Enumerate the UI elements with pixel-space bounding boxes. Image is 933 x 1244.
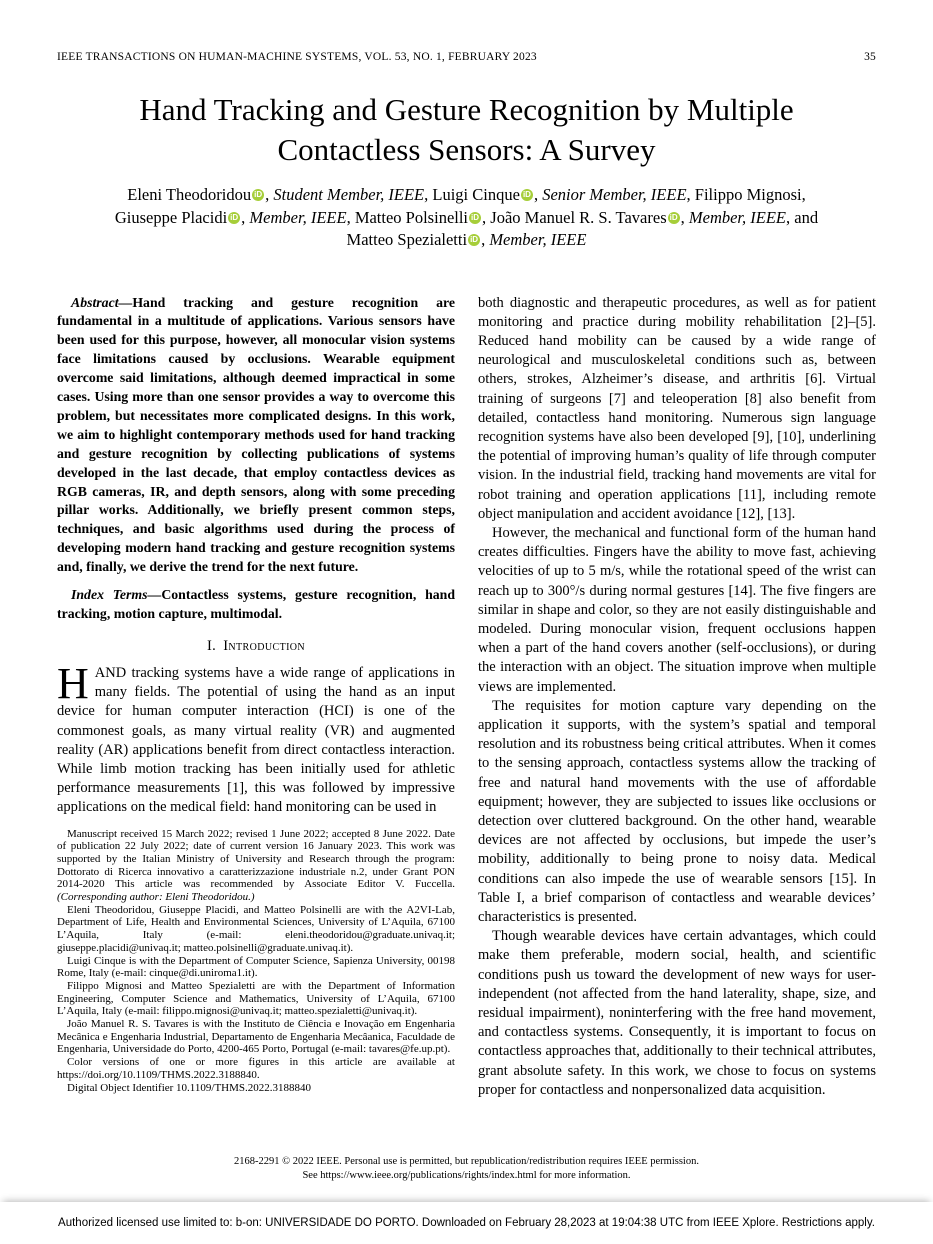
authors-line: Eleni Theodoridou iD , Student Member, IEEE, Luigi Cinque iD , Senior Member, IEEE, Filippo Mignosi, Giuseppe Placidi iD , Member, IEEE, Matteo Polsinelli iD , João Manuel R. S. Tavares iD , Member, IEEE, and Matteo Spezialetti iD , Member, IEEE xyxy=(114,185,819,249)
footnote-doi: Digital Object Identifier 10.1109/THMS.2022.3188840 xyxy=(67,1081,312,1094)
rights-line: See https://www.ieee.org/publications/rights/index.html for more information. xyxy=(302,1169,631,1181)
index-terms-label: Index Terms— xyxy=(71,587,162,603)
authorized-use-bar xyxy=(0,1202,933,1244)
intro-paragraph xyxy=(57,658,455,818)
paper-title-line-2: Contactless Sensors: A Survey xyxy=(277,132,656,167)
abstract-text: Hand tracking and gesture recognition are fundamental in a multitude of applications. Various sensors have been used for this purpose, however, all monocular vision systems face limitations caused by occlusions. Wearable equipment overcome said limitations, although deemed impractical in some cases. Using more than one sensor provides a way to overcome this problem, but necessitates more complicated designs. In this work, we aim to highlight contemporary methods used for hand tracking and gesture recognition by collecting publications of systems developed in the last decade, that employ contactless devices as RGB cameras, IR, and depth sensors, along with some preceding pillar works. Additionally, we briefly present common steps, techniques, and basic algorithms used during the process of developing modern hand tracking and gesture recognition systems and, finally, we derive the trend for the next future. xyxy=(57,294,455,575)
body-paragraph: Though wearable devices have certain advantages, which could make them preferable, modern social, health, and scientific conditions push us toward the development of new ways for user-independent (not affected from the hand laterality, shape, size, and residual impairment), noninterfering with the free hand movement, and contactless systems. Consequently, it is important to focus on contactless approaches that, additionally to their technical attributes, grant absolute safety. In this work, we chose to focus on systems proper for contactless and nonpersonalized data acquisition. xyxy=(478,928,876,1098)
body-paragraph: However, the mechanical and functional form of the human hand creates difficulties. Fingers have the ability to move fast, achieving velocities of up to 5 m/s, while the rotational speed of the wrist can reach up to 300°/s during normal gestures [14]. The five fingers are similar in shape and color, so they are not easily distinguishable and modeled. During monocular vision, frequent occlusions happen when a part of the hand covers another (self-occlusions), or during the interaction with an object. The situation improve when multiple views are implemented. xyxy=(478,524,876,695)
link[interactable]: https://www.ieee.org/publications/rights/index.html xyxy=(320,1169,537,1181)
orcid-icon[interactable]: iD xyxy=(522,190,531,199)
running-header xyxy=(57,50,876,64)
page-footer xyxy=(0,1155,933,1182)
index-terms xyxy=(57,586,455,624)
copyright-line: 2168-2291 © 2022 IEEE. Personal use is permitted, but republication/redistribution requires IEEE permission. xyxy=(234,1156,699,1167)
paper-title-line-1: Hand Tracking and Gesture Recognition by Multiple xyxy=(139,92,794,127)
two-column-body xyxy=(57,294,876,1142)
index-terms-text: Contactless systems, gesture recognition, hand tracking, motion capture, multimodal. xyxy=(57,587,456,621)
footnote-color-versions: Color versions of one or more figures in this article are available at https://doi.org/10.1109/THMS.2022.3188840. xyxy=(57,1056,455,1081)
right-column xyxy=(478,294,876,1142)
abstract xyxy=(57,294,455,578)
footnote-affiliation-porto: João Manuel R. S. Tavares is with the Instituto de Ciência e Inovação em Engenharia Mecânica e Engenharia Industrial, Departamento de Engenharia Mecâanica, Faculdade de Engenharia, Universidade do Porto, 4200-465 Porto, Portugal (e-mail: tavares@fe.up.pt). xyxy=(57,1018,455,1056)
orcid-icon[interactable]: iD xyxy=(471,212,480,222)
orcid-icon[interactable]: iD xyxy=(669,212,678,222)
intro-text: AND tracking systems have a wide range of applications in many fields. The potential of using the hand as an input device for human computer interaction (HCI) is one of the commonest goals, as many virtual reality (VR) and augmented reality (AR) applications benefit from direct contactless interaction. While limb motion tracking has been initially used for athletic performance measurements [1], this was followed by impressive applications on the medical field: hand monitoring can be used in xyxy=(57,664,455,816)
left-column xyxy=(57,294,455,1142)
footnote-block xyxy=(57,828,455,1095)
link[interactable]: https://doi.org/10.1109/THMS.2022.3188840 xyxy=(57,1068,257,1081)
dropcap: H xyxy=(57,658,89,708)
abstract-label: Abstract— xyxy=(71,294,133,310)
paper-title xyxy=(57,90,876,170)
body-paragraph: both diagnostic and therapeutic procedures, as well as for patient monitoring and practice during mobility rehabilitation [2]–[5]. Reduced hand mobility can be caused by a wide range of neurological and musculoskeletal conditions such as, between others, strokes, Alzheimer’s disease, and arthritis [6]. Virtual training of surgeons [7] and teleoperation [8] also benefit from detailed, contactless hand monitoring. Numerous sign language recognition systems have also been developed [9], [10], underlining the potential of improving human’s quality of life through computer vision. In the industrial field, tracking hand movements are vital for robot training and operation applications [11], including remote object manipulation and accident avoidance [12], [13]. xyxy=(478,294,876,522)
section-title: Introduction xyxy=(223,637,306,654)
authorized-use-text: Authorized licensed use limited to: b-on: UNIVERSIDADE DO PORTO. Downloaded on February 28,2023 at 19:04:38 UTC from IEEE Xplore. Restrictions apply. xyxy=(58,1217,875,1229)
orcid-icon[interactable]: iD xyxy=(254,190,263,199)
body-paragraph: The requisites for motion capture vary depending on the application it supports, with the system’s spatial and temporal resolution and its robustness being critical attributes. When it comes to the sensing approach, contactless systems allow the tracking of free and natural hand movements with the use of affordable equipment; however, they are subjected to issues like occlusions or detection over cluttered background. On the other hand, wearable devices are not affected by occlusions, but impede the user’s mobility, additionally to being prone to noisy data. Medical conditions can also impede the use of wearable sensors [15]. In Table I, a brief comparison of contactless and wearable devices’ characteristics is presented. xyxy=(478,697,876,925)
footnote-manuscript-history: Manuscript received 15 March 2022; revised 1 June 2022; accepted 8 June 2022. Date of publication 22 July 2022; date of current version 16 January 2023. This work was supported by the Italian Ministry of University and Research through the program: Dottorato di Ricerca innovativo a caratterizzazione industriale n.2, under Grant PON 2014-2020 This article was recommended by Associate Editor V. Fuccella. (Corresponding author: Eleni Theodoridou.) xyxy=(57,827,455,904)
section-number: I. xyxy=(206,637,217,654)
footnote-affiliation-disim: Filippo Mignosi and Matteo Spezialetti are with the Department of Information Engineering, Computer Science and Mathematics, University of L’Aquila, 67100 L’Aquila, Italy (e-mail: filippo.mignosi@univaq.it; matteo.spezialetti@univaq.it). xyxy=(57,979,455,1018)
footnote-affiliation-sapienza: Luigi Cinque is with the Department of Computer Science, Sapienza University, 00198 Rome, Italy (e-mail: cinque@di.uniroma1.it). xyxy=(57,954,455,980)
orcid-icon[interactable]: iD xyxy=(470,235,479,244)
page-number: 35 xyxy=(864,51,876,63)
journal-header: IEEE TRANSACTIONS ON HUMAN-MACHINE SYSTEMS, VOL. 53, NO. 1, FEBRUARY 2023 xyxy=(57,51,537,63)
footnote-affiliation-univaq: Eleni Theodoridou, Giuseppe Placidi, and Matteo Polsinelli are with the A2VI-Lab, Department of Life, Health and Environmental Sciences, University of L’Aquila, 67100 L’Aquila, Italy (e-mail: eleni.theodoridou@graduate.univaq.it; giuseppe.placidi@univaq.it; matteo.polsinelli@graduate.univaq.it). xyxy=(57,903,455,954)
orcid-icon[interactable]: iD xyxy=(230,212,239,222)
section-heading-introduction xyxy=(57,638,455,655)
